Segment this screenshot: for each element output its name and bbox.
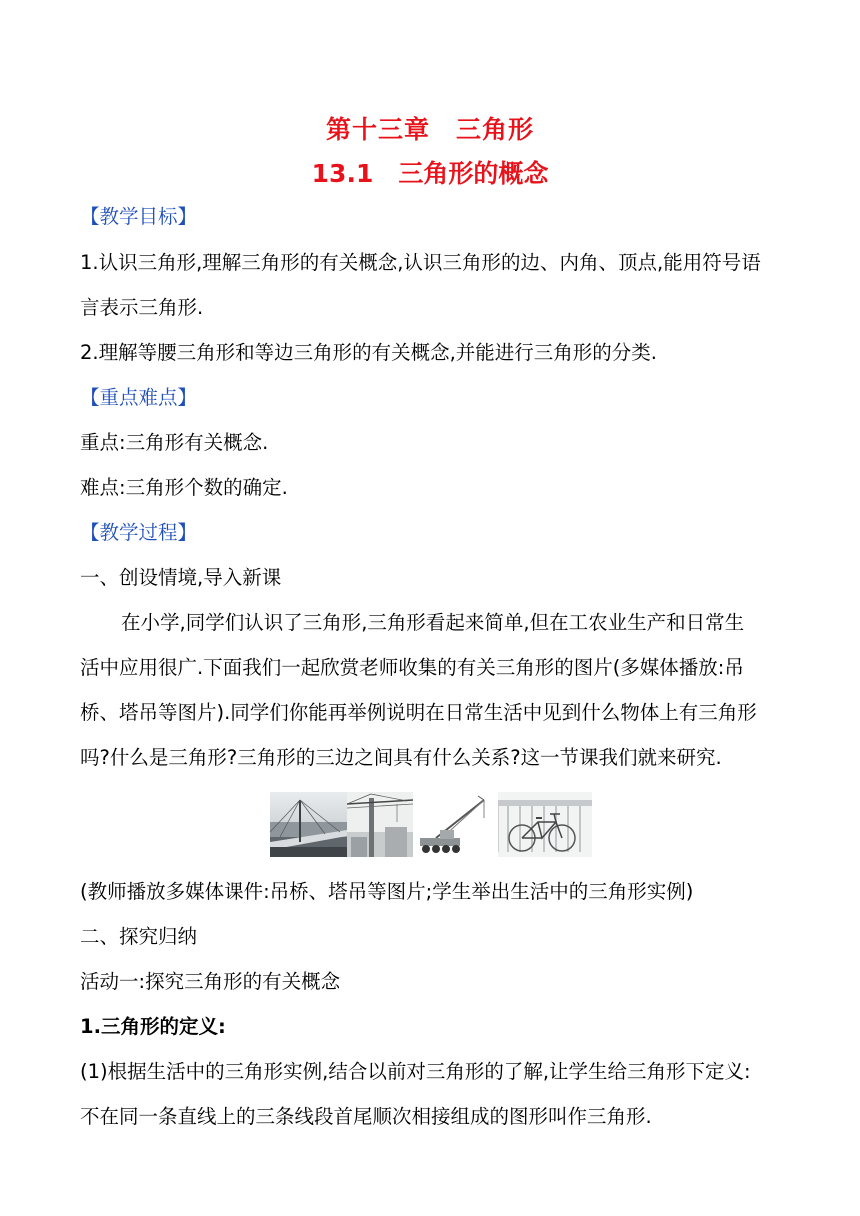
intro-paragraph-line-3: 桥、塔吊等图片).同学们你能再举例说明在日常生活中见到什么物体上有三角形 bbox=[80, 701, 757, 724]
part-1-title: 一、创设情境,导入新课 bbox=[80, 566, 282, 589]
intro-paragraph-line-2: 活中应用很广.下面我们一起欣赏老师收集的有关三角形的图片(多媒体播放:吊 bbox=[80, 656, 744, 679]
section-title: 13.1 三角形的概念 bbox=[311, 159, 549, 188]
goal-1-line-2: 言表示三角形. bbox=[80, 296, 204, 319]
definition-line-2: 不在同一条直线上的三条线段首尾顺次相接组成的图形叫作三角形. bbox=[80, 1105, 652, 1128]
key-points-heading: 【重点难点】 bbox=[80, 386, 198, 409]
image-caption: (教师播放多媒体课件:吊桥、塔吊等图片;学生举出生活中的三角形实例) bbox=[80, 880, 694, 903]
suspension-bridge-image bbox=[270, 792, 347, 857]
goal-2: 2.理解等腰三角形和等边三角形的有关概念,并能进行三角形的分类. bbox=[80, 341, 658, 364]
teaching-goals-heading: 【教学目标】 bbox=[80, 205, 198, 228]
difficulty-point: 难点:三角形个数的确定. bbox=[80, 476, 288, 499]
definition-line-1: (1)根据生活中的三角形实例,结合以前对三角形的了解,让学生给三角形下定义: bbox=[80, 1060, 751, 1083]
goal-1-line-1: 1.认识三角形,理解三角形的有关概念,认识三角形的边、内角、顶点,能用符号语 bbox=[80, 251, 761, 274]
intro-paragraph-line-1: 在小学,同学们认识了三角形,三角形看起来简单,但在工农业生产和日常生 bbox=[121, 611, 745, 634]
triangle-example-images bbox=[270, 792, 592, 857]
intro-paragraph-line-4: 吗?什么是三角形?三角形的三边之间具有什么关系?这一节课我们就来研究. bbox=[80, 746, 722, 769]
process-heading: 【教学过程】 bbox=[80, 521, 198, 544]
bicycle-image bbox=[498, 792, 592, 857]
activity-1-title: 活动一:探究三角形的有关概念 bbox=[80, 970, 341, 993]
chapter-title: 第十三章 三角形 bbox=[325, 115, 534, 144]
tower-crane-image bbox=[347, 792, 413, 857]
part-2-title: 二、探究归纳 bbox=[80, 925, 198, 948]
definition-heading: 1.三角形的定义: bbox=[80, 1015, 226, 1038]
focus-point: 重点:三角形有关概念. bbox=[80, 431, 269, 454]
mobile-crane-image bbox=[416, 792, 492, 857]
